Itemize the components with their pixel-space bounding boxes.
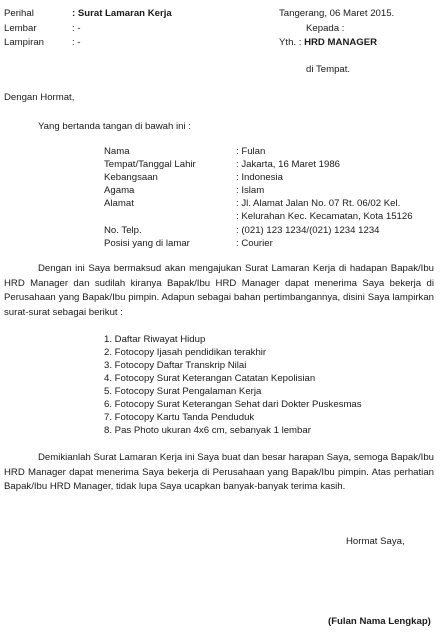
identity-label: Tempat/Tanggal Lahir (104, 159, 196, 170)
list-item: 5. Fotocopy Surat Pengalaman Kerja (104, 386, 262, 397)
yth-prefix: Yth. : (279, 37, 302, 48)
closing-greeting: Hormat Saya, (346, 536, 405, 547)
place-date: Tangerang, 06 Maret 2015. (279, 8, 395, 19)
recipient-line (279, 37, 377, 49)
lembar-label: Lembar (4, 23, 37, 34)
identity-label: Kebangsaan (104, 172, 158, 183)
identity-label: Nama (104, 146, 130, 157)
perihal-value: : Surat Lamaran Kerja (72, 8, 172, 19)
identity-value: : Courier (236, 238, 273, 249)
identity-value: : Islam (236, 185, 265, 196)
list-item: 1. Daftar Riwayat Hidup (104, 334, 206, 345)
di-tempat: di Tempat. (306, 64, 351, 75)
lampiran-label: Lampiran (4, 37, 44, 48)
identity-label: Alamat (104, 198, 134, 209)
identity-label: No. Telp. (104, 225, 142, 236)
intro-line: Yang bertanda tangan di bawah ini : (38, 121, 191, 132)
identity-value: : Kelurahan Kec. Kecamatan, Kota 15126 (236, 211, 413, 222)
identity-value: : (021) 123 1234/(021) 1234 1234 (236, 225, 380, 236)
list-item: 4. Fotocopy Surat Keterangan Catatan Kepolisian (104, 373, 316, 384)
signature-name: (Fulan Nama Lengkap) (328, 616, 431, 627)
list-item: 8. Pas Photo ukuran 4x6 cm, sebanyak 1 lembar (104, 425, 311, 436)
list-item: 3. Fotocopy Daftar Transkrip Nilai (104, 360, 247, 371)
lembar-value: : - (72, 23, 81, 34)
list-item: 2. Fotocopy Ijasah pendidikan terakhir (104, 347, 267, 358)
kepada-label: Kepada : (306, 23, 345, 34)
list-item: 7. Fotocopy Kartu Tanda Penduduk (104, 412, 255, 423)
greeting: Dengan Hormat, (4, 92, 75, 103)
identity-value: : Jakarta, 16 Maret 1986 (236, 159, 340, 170)
recipient-name: HRD MANAGER (304, 37, 378, 48)
identity-value: : Fulan (236, 146, 266, 157)
perihal-label: Perihal (4, 8, 34, 19)
identity-value: : Jl. Alamat Jalan No. 07 Rt. 06/02 Kel. (236, 198, 401, 209)
body-paragraph: Dengan ini Saya bermaksud akan mengajukan Surat Lamaran Kerja di hadapan Bapak/Ibu HRD Manager dan sudilah kiranya Bapak/Ibu HRD Manager dapat menerima Saya bekerja di Perusahaan yang Bapak/Ibu pimpin. Adapun sebagai bahan pertimbangannya, disini Saya lampirkan surat-surat sebagai berikut : (4, 263, 434, 318)
list-item: 6. Fotocopy Surat Keterangan Sehat dari Dokter Puskesmas (104, 399, 362, 410)
identity-value: : Indonesia (236, 172, 283, 183)
closing-paragraph: Demikianlah Surat Lamaran Kerja ini Saya buat dan besar harapan Saya, semoga Bapak/Ibu HRD Manager dapat menerima Saya bekerja di Perusahaan yang Bapak/Ibu pimpin. Atas perhatian Bapak/Ibu HRD Manager, tidak lupa Saya ucapkan banyak-banyak terima kasih. (4, 452, 434, 492)
lampiran-value: : - (72, 37, 81, 48)
identity-label: Agama (104, 185, 135, 196)
identity-label: Posisi yang di lamar (104, 238, 190, 249)
